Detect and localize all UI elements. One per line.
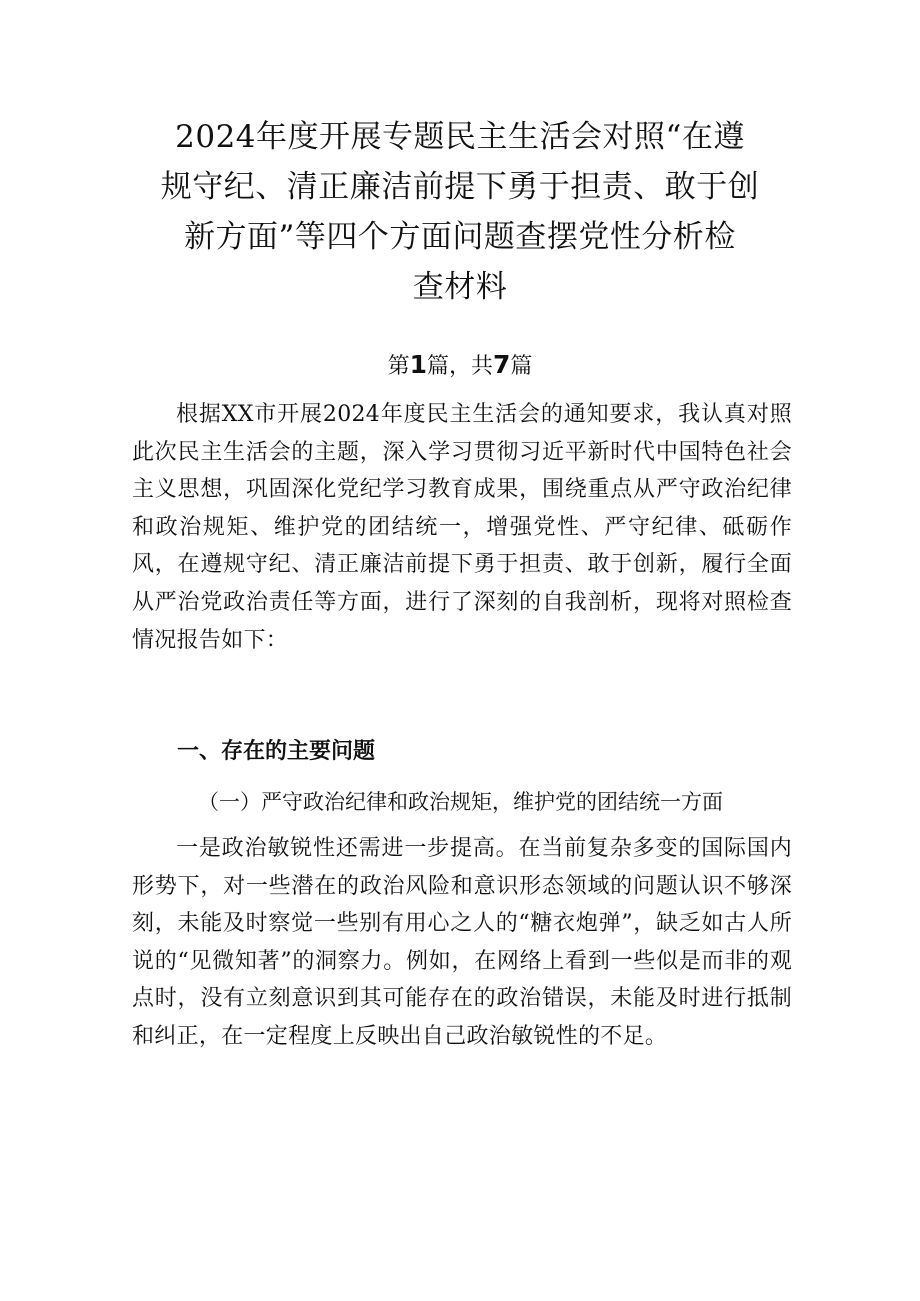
part-middle: 篇，共 bbox=[426, 354, 493, 379]
section-heading: 一、存在的主要问题 bbox=[177, 739, 376, 764]
document-title bbox=[140, 112, 780, 312]
part-indicator bbox=[0, 347, 920, 385]
point-paragraph: 一是政治敏锐性还需进一步提高。在当前复杂多变的国际国内形势下，对一些潜在的政治风险和意识形态领域的问题认识不够深刻，未能及时察觉一些别有用心之人的“糖衣炮弹”，缺乏如古人所说的“见微知著”的洞察力。例如，在网络上看到一些似是而非的观点时，没有立刻意识到其可能存在的政治错误，未能及时进行抵制和纠正，在一定程度上反映出自己政治敏锐性的不足。 bbox=[132, 836, 792, 1049]
part-suffix: 篇 bbox=[510, 354, 533, 379]
title-line-1: 2024年度开展专题民主生活会对照“在遵 bbox=[175, 119, 745, 155]
part-total: 7 bbox=[493, 350, 511, 379]
part-prefix: 第 bbox=[387, 354, 410, 379]
intro-paragraph: 根据XX市开展2024年度民主生活会的通知要求，我认真对照此次民主生活会的主题，深入学习贯彻习近平新时代中国特色社会主义思想，巩固深化党纪学习教育成果，围绕重点从严守政治纪律和政治规矩、维护党的团结统一，增强党性、严守纪律、砥砺作风，在遵规守纪、清正廉洁前提下勇于担责、敢于创新，履行全面从严治党政治责任等方面，进行了深刻的自我剖析，现将对照检查情况报告如下： bbox=[132, 402, 792, 653]
part-index: 1 bbox=[409, 350, 427, 379]
subsection-heading: （一）严守政治纪律和政治规矩，维护党的团结统一方面 bbox=[198, 790, 723, 814]
title-line-4: 查材料 bbox=[412, 269, 508, 305]
title-line-2: 规守纪、清正廉洁前提下勇于担责、敢于创 bbox=[160, 169, 760, 205]
title-line-3: 新方面”等四个方面问题查摆党性分析检 bbox=[184, 219, 736, 255]
